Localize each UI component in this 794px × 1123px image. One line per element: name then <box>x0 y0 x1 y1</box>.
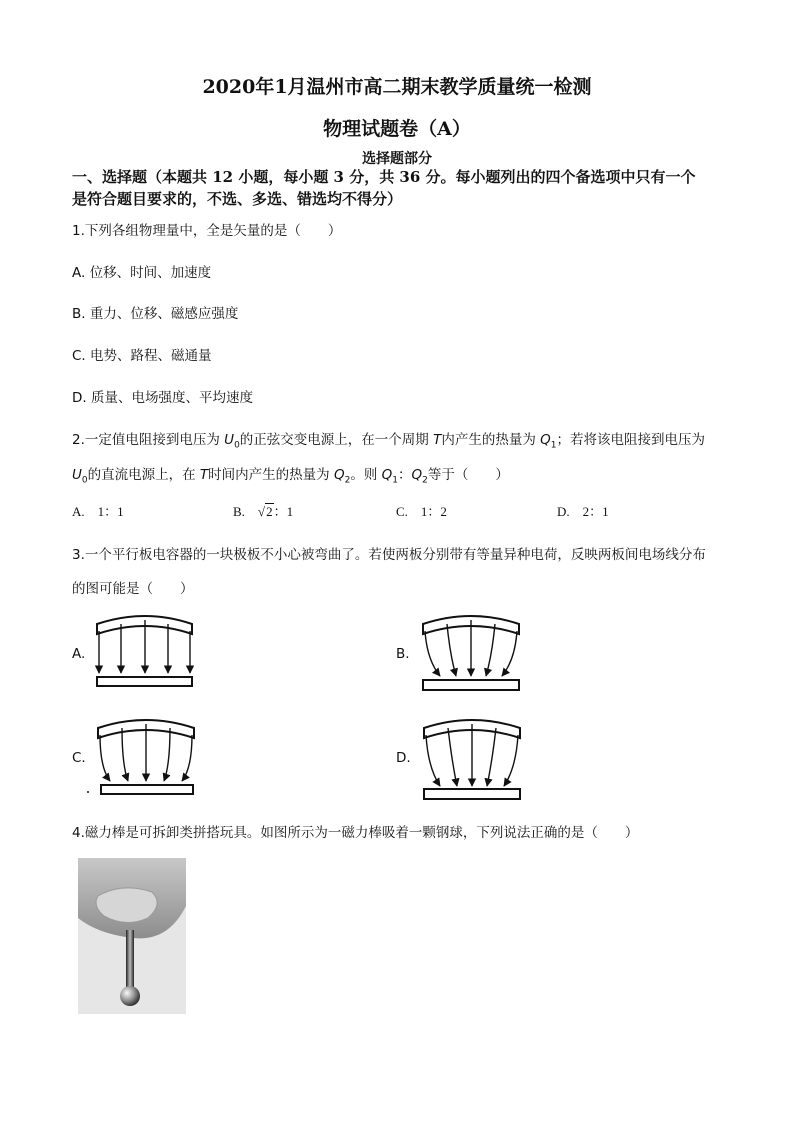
figure-b-capacitor <box>423 616 519 690</box>
question-3-label-d: D. <box>396 750 411 766</box>
figure-a-capacitor <box>97 616 192 686</box>
exam-subtitle: 物理试题卷（A） <box>323 118 471 140</box>
question-3-line2: 的图可能是（ ） <box>72 581 194 597</box>
figure-c-capacitor <box>87 720 194 794</box>
exam-title: 2020年1月温州市高二期末教学质量统一检测 <box>202 76 592 98</box>
question-2-option-c: C. 1：2 <box>396 504 447 519</box>
part-heading: 选择题部分 <box>362 151 432 167</box>
section-instruction-line2: 是符合题目要求的，不选、多选、错选均不得分） <box>72 190 403 208</box>
question-1-option-d: D. 质量、电场强度、平均速度 <box>72 390 253 406</box>
question-3-label-b: B. <box>396 646 410 662</box>
section-instruction-line1: 一、选择题（本题共 12 小题，每小题 3 分，共 36 分。每小题列出的四个备选项中只有一个 <box>72 168 696 186</box>
question-4-stem: 4.磁力棒是可拆卸类拼搭玩具。如图所示为一磁力棒吸着一颗钢球，下列说法正确的是（ ） <box>72 825 639 841</box>
question-2-option-d: D. 2：1 <box>557 504 609 519</box>
question-3-label-a: A. <box>72 646 86 662</box>
question-3-label-c: C. <box>72 750 86 766</box>
question-2-option-b: B. √2：1 <box>233 504 294 519</box>
question-1-option-c: C. 电势、路程、磁通量 <box>72 348 212 364</box>
question-3-line1: 3.一个平行板电容器的一块极板不小心被弯曲了。若使两板分别带有等量异种电荷，反映两板间电场线分布 <box>72 547 706 563</box>
question-2-option-a: A. 1：1 <box>72 504 124 519</box>
question-2-line1: 2.一定值电阻接到电压为 $U_0$的正弦交变电源上，在一个周期 T内产生的热量为 $Q_1$；若将该电阻接到电压为 <box>72 432 706 451</box>
question-1-option-b: B. 重力、位移、磁感应强度 <box>72 306 239 322</box>
question-1-stem: 1.下列各组物理量中，全是矢量的是（ ） <box>72 223 342 239</box>
question-1-option-a: A. 位移、时间、加速度 <box>72 265 212 281</box>
question-2-line2: $U_0$的直流电源上，在 T时间内产生的热量为 $Q_2$。则 $Q_1$：$Q_2$等于（ ） <box>72 467 509 486</box>
sqrt-symbol: √2 <box>257 504 273 519</box>
magnetic-rod-photo <box>78 858 186 1014</box>
figure-d-capacitor <box>424 720 520 799</box>
